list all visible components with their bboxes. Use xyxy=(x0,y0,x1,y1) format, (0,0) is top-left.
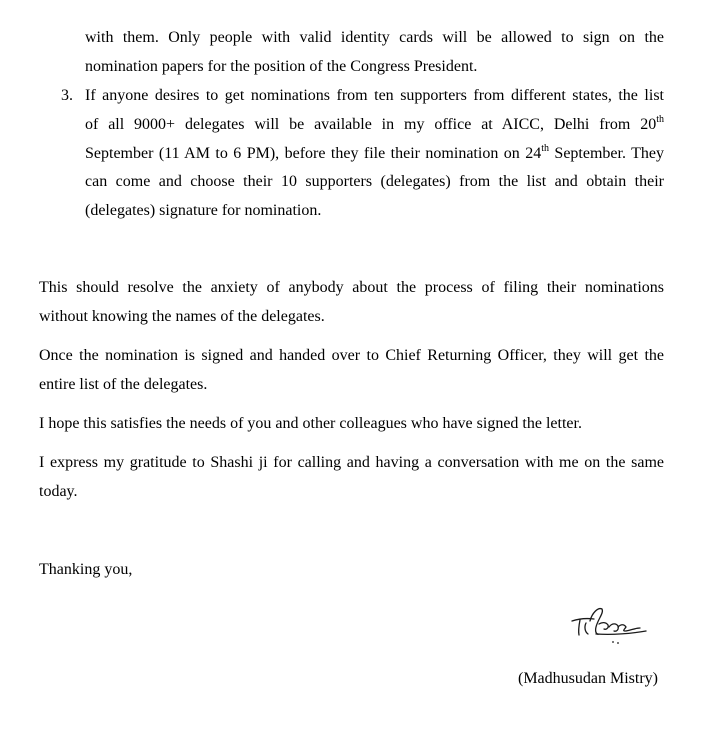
list-item-2-line-1: with them. Only people with valid identity cards will be allowed to sign on the xyxy=(85,29,664,46)
paragraph-3-line-1: I hope this satisfies the needs of you and other colleagues who have signed the letter. xyxy=(39,415,582,432)
list-item-3-number: 3. xyxy=(61,87,73,104)
list-item-3-line-3-tail: September. They xyxy=(548,145,664,162)
list-item-3-line-5: (delegates) signature for nomination. xyxy=(85,202,322,219)
list-item-3-line-1: If anyone desires to get nominations from ten supporters from different states, the list xyxy=(85,87,664,104)
list-item-3-line-2 xyxy=(85,115,664,135)
list-item-3-line-4: can come and choose their 10 supporters (delegates) from the list and obtain their xyxy=(85,173,664,190)
paragraph-1-line-1: This should resolve the anxiety of anybody about the process of filing their nominations xyxy=(39,279,664,296)
handwritten-signature-icon xyxy=(566,597,656,647)
paragraph-4-line-1: I express my gratitude to Shashi ji for calling and having a conversation with me on the same xyxy=(39,454,664,471)
list-item-3-line-3 xyxy=(85,144,664,164)
paragraph-4-line-2: today. xyxy=(39,483,78,500)
ordinal-suffix: th xyxy=(656,114,664,125)
paragraph-2-line-2: entire list of the delegates. xyxy=(39,376,208,393)
list-item-2-line-2: nomination papers for the position of the Congress President. xyxy=(85,58,478,75)
ordinal-suffix: th xyxy=(541,143,549,154)
paragraph-1-line-2: without knowing the names of the delegates. xyxy=(39,308,325,325)
closing-salutation: Thanking you, xyxy=(39,561,133,578)
list-item-3-line-2-text: of all 9000+ delegates will be available in my office at AICC, Delhi from 20 xyxy=(85,116,657,133)
signatory-name: (Madhusudan Mistry) xyxy=(518,670,658,687)
paragraph-2-line-1: Once the nomination is signed and handed over to Chief Returning Officer, they will get the xyxy=(39,347,664,364)
list-item-3-line-3-text: September (11 AM to 6 PM), before they file their nomination on 24 xyxy=(85,145,542,162)
